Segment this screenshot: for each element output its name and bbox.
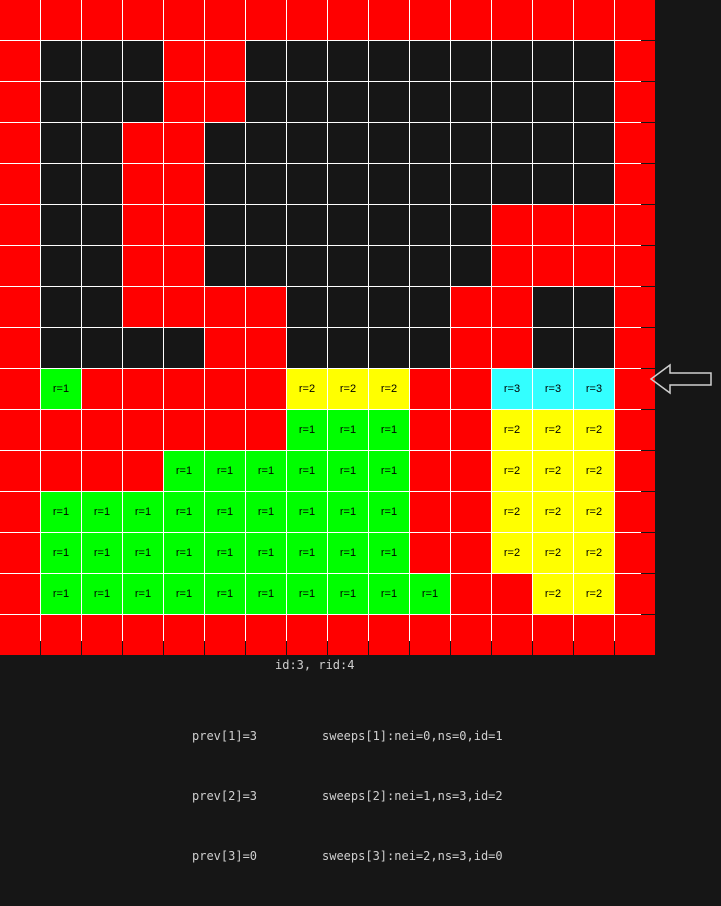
grid-cell [246,205,286,245]
grid-cell [123,451,163,491]
grid-cell [82,41,122,81]
grid-cell [123,82,163,122]
grid-cell [451,246,491,286]
grid-cell [123,369,163,409]
grid-cell [615,287,655,327]
grid-cell [0,410,40,450]
grid-cell: r=2 [533,574,573,614]
grid-cell [0,41,40,81]
grid-cell: r=1 [164,574,204,614]
grid-cell: r=3 [492,369,532,409]
grid-cell [369,205,409,245]
grid-cell [533,205,573,245]
grid-cell [574,123,614,163]
grid-cell [123,410,163,450]
grid-cell: r=1 [82,574,122,614]
grid-cell [410,205,450,245]
grid-cell: r=1 [205,533,245,573]
grid-cell [41,123,81,163]
grid-cell [451,82,491,122]
grid-cell: r=1 [369,451,409,491]
grid-cell [82,0,122,40]
grid-cell [246,328,286,368]
grid-cell: r=2 [574,574,614,614]
grid-cell [205,164,245,204]
grid-cell [246,615,286,655]
grid-cell [615,246,655,286]
grid-cell [410,451,450,491]
grid-cell [205,0,245,40]
grid-cell [328,246,368,286]
grid-cell [287,164,327,204]
grid-cell [205,615,245,655]
grid-cell: r=2 [492,492,532,532]
grid-cell [41,410,81,450]
grid-cell: r=2 [492,410,532,450]
grid-cell [615,205,655,245]
grid-cell [82,615,122,655]
grid-cell [410,123,450,163]
grid-cell: r=2 [533,451,573,491]
grid-cell [246,82,286,122]
grid-cell: r=1 [369,410,409,450]
grid-cell: r=1 [41,369,81,409]
grid-cell: r=2 [574,451,614,491]
grid-cell [123,123,163,163]
grid-cell [123,205,163,245]
grid-cell [533,287,573,327]
grid-cell [451,287,491,327]
grid-cell [451,205,491,245]
grid-cell: r=1 [246,533,286,573]
sweeps-line: sweeps[3]:nei=2,ns=3,id=0 [322,849,503,863]
grid-cell [492,41,532,81]
grid-cell [451,41,491,81]
grid-cell [533,0,573,40]
grid-cell [41,246,81,286]
grid-cell: r=2 [574,410,614,450]
grid-cell [0,615,40,655]
grid-cell [41,205,81,245]
grid-cell [123,41,163,81]
grid-cell [410,615,450,655]
grid-cell [574,246,614,286]
grid-cell [492,164,532,204]
grid-cell [328,287,368,327]
grid-cell [369,287,409,327]
grid-cell [451,123,491,163]
grid-cell [205,410,245,450]
grid-cell: r=1 [287,492,327,532]
grid-cell [205,369,245,409]
grid-cell: r=2 [574,492,614,532]
grid-cell [246,246,286,286]
grid-cell: r=2 [533,410,573,450]
grid-cell [328,615,368,655]
grid-cell [451,328,491,368]
grid-cell [410,164,450,204]
grid-cell [164,328,204,368]
grid-cell [369,615,409,655]
grid-cell [0,369,40,409]
grid-cell [369,246,409,286]
grid-cell [574,0,614,40]
grid-cell: r=2 [492,533,532,573]
grid-cell [410,287,450,327]
grid-cell [41,287,81,327]
grid-cell [82,328,122,368]
grid-cell [533,615,573,655]
grid-cell [41,164,81,204]
grid-cell [164,615,204,655]
grid-cell: r=1 [328,533,368,573]
grid-cell [451,574,491,614]
grid-cell: r=2 [574,533,614,573]
grid-cell [0,574,40,614]
grid-cell [287,0,327,40]
grid-cell [287,246,327,286]
grid-cell [369,123,409,163]
grid-cell [82,287,122,327]
grid-cell: r=1 [123,533,163,573]
grid-cell [164,410,204,450]
grid-cell: r=1 [328,574,368,614]
grid-cell [615,574,655,614]
grid-cell [369,328,409,368]
grid-cell [492,0,532,40]
grid-cell [615,492,655,532]
grid-cell [410,41,450,81]
grid-cell [82,246,122,286]
grid-cell [123,328,163,368]
grid-cell [615,369,655,409]
grid-cell: r=1 [123,574,163,614]
grid-cell [328,82,368,122]
grid-cell [410,0,450,40]
grid-cell [615,451,655,491]
grid-cell: r=1 [41,574,81,614]
grid-cell: r=1 [369,533,409,573]
grid-cell [164,41,204,81]
grid-cell [41,328,81,368]
grid-cell [533,164,573,204]
grid-cell: r=1 [82,533,122,573]
grid-cell [369,0,409,40]
grid-cell [533,328,573,368]
grid-cell [123,0,163,40]
grid-cell [82,451,122,491]
grid-cell: r=2 [287,369,327,409]
prev-line: prev[2]=3 [192,789,258,803]
grid-cell [287,328,327,368]
grid-cell [328,0,368,40]
sweeps-line: sweeps[1]:nei=0,ns=0,id=1 [322,729,503,743]
grid-cell [574,287,614,327]
grid-cell [0,328,40,368]
grid-cell: r=2 [369,369,409,409]
grid-cell [164,0,204,40]
grid-cell [410,533,450,573]
grid-cell [0,492,40,532]
grid-cell [0,123,40,163]
grid-cell [164,246,204,286]
grid-cell [0,451,40,491]
grid-cell [246,164,286,204]
grid-cell [287,41,327,81]
grid-cell [574,82,614,122]
grid-cell: r=2 [328,369,368,409]
grid-cell [41,41,81,81]
grid-cell [0,0,40,40]
grid-cell [574,164,614,204]
grid-cell [615,410,655,450]
grid-cell [369,82,409,122]
grid-cell [82,123,122,163]
grid-cell [328,164,368,204]
grid-cell [287,123,327,163]
grid-cell [410,410,450,450]
grid-cell [0,205,40,245]
grid-cell [328,328,368,368]
grid-cell: r=1 [246,574,286,614]
grid-cell: r=1 [205,451,245,491]
grid-cell [533,246,573,286]
grid-cell [410,82,450,122]
grid-cell [328,205,368,245]
grid-cell: r=1 [246,451,286,491]
grid-cell [492,123,532,163]
grid-cell [0,287,40,327]
grid-cell [574,41,614,81]
grid-cell [246,287,286,327]
grid-cell [615,41,655,81]
grid-cell: r=1 [41,533,81,573]
grid-cell [451,369,491,409]
grid-cell [287,82,327,122]
grid-cell [205,246,245,286]
grid-cell [0,82,40,122]
grid-cell: r=3 [533,369,573,409]
grid-cell: r=1 [164,492,204,532]
grid-cell [287,287,327,327]
grid-cell [123,246,163,286]
grid-cell [0,164,40,204]
grid-cell [41,82,81,122]
grid-cell: r=1 [287,574,327,614]
grid-cell: r=1 [41,492,81,532]
grid-cell: r=1 [328,410,368,450]
status-text: id:3, rid:4 [275,658,355,672]
grid-cell [82,205,122,245]
grid-cell [164,205,204,245]
grid-cell [164,123,204,163]
grid-cell [164,287,204,327]
grid-cell: r=1 [205,492,245,532]
grid-cell [41,615,81,655]
grid-cell: r=1 [287,451,327,491]
grid-cell [451,492,491,532]
grid-cell: r=1 [328,451,368,491]
grid-cell [205,287,245,327]
grid-cell: r=2 [533,533,573,573]
grid-cell [0,533,40,573]
grid-cell [123,287,163,327]
grid-cell: r=1 [369,574,409,614]
grid-cell: r=3 [574,369,614,409]
grid-cell [41,451,81,491]
grid-cell [615,328,655,368]
grid-cell [287,205,327,245]
grid-cell: r=1 [328,492,368,532]
grid-cell [164,369,204,409]
grid-cell [328,123,368,163]
grid-cell [533,123,573,163]
grid-cell [0,246,40,286]
grid-cell [123,164,163,204]
grid-cell [492,246,532,286]
grid-cell [41,0,81,40]
grid-cell [615,164,655,204]
grid-cell [615,533,655,573]
grid-cell [246,369,286,409]
grid-cell [615,82,655,122]
grid-cell [615,123,655,163]
grid-cell [492,574,532,614]
grid-cell [574,615,614,655]
grid-cell [369,41,409,81]
grid-cell [492,328,532,368]
grid-cell [410,492,450,532]
grid-cell [451,0,491,40]
grid-cell [451,533,491,573]
grid-cell: r=1 [369,492,409,532]
grid-cell [205,41,245,81]
sweeps-list [322,686,503,906]
grid-cell [82,164,122,204]
grid-cell [246,0,286,40]
grid-cell [451,164,491,204]
grid-cell: r=1 [82,492,122,532]
grid-cell [410,369,450,409]
grid-cell [410,328,450,368]
grid-cell [492,287,532,327]
grid-cell: r=1 [410,574,450,614]
grid-cell [205,205,245,245]
grid-cell [246,410,286,450]
grid-cell: r=1 [123,492,163,532]
grid-cell [246,123,286,163]
sweeps-line: sweeps[2]:nei=1,ns=3,id=2 [322,789,503,803]
grid-cell [615,0,655,40]
grid-cell [164,82,204,122]
prev-line: prev[1]=3 [192,729,258,743]
grid-cell [451,615,491,655]
grid-cell [369,164,409,204]
grid-cell [205,328,245,368]
grid-cell: r=1 [246,492,286,532]
grid-cell [123,615,163,655]
grid-cell [82,82,122,122]
grid-cell [328,41,368,81]
grid-cell [533,41,573,81]
grid-cell: r=2 [492,451,532,491]
grid-cell [574,205,614,245]
grid-cell: r=1 [287,533,327,573]
grid-cell [451,451,491,491]
grid-cell: r=2 [533,492,573,532]
prev-line: prev[3]=0 [192,849,258,863]
row-pointer-arrow-icon [650,364,712,394]
grid-cell [205,82,245,122]
grid-cell [533,82,573,122]
grid-cell [492,205,532,245]
grid-cell: r=1 [205,574,245,614]
grid-cell [287,615,327,655]
prev-list [192,686,257,906]
grid-cell [246,41,286,81]
grid-cell [574,328,614,368]
grid-cell [451,410,491,450]
grid-cell: r=1 [164,451,204,491]
grid-cell [492,615,532,655]
grid-cell [205,123,245,163]
grid-cell: r=1 [164,533,204,573]
grid-cell: r=1 [287,410,327,450]
grid-cell [82,369,122,409]
grid-cell [164,164,204,204]
grid-cell [410,246,450,286]
grid-cell [492,82,532,122]
grid-cell [615,615,655,655]
grid-cell [82,410,122,450]
